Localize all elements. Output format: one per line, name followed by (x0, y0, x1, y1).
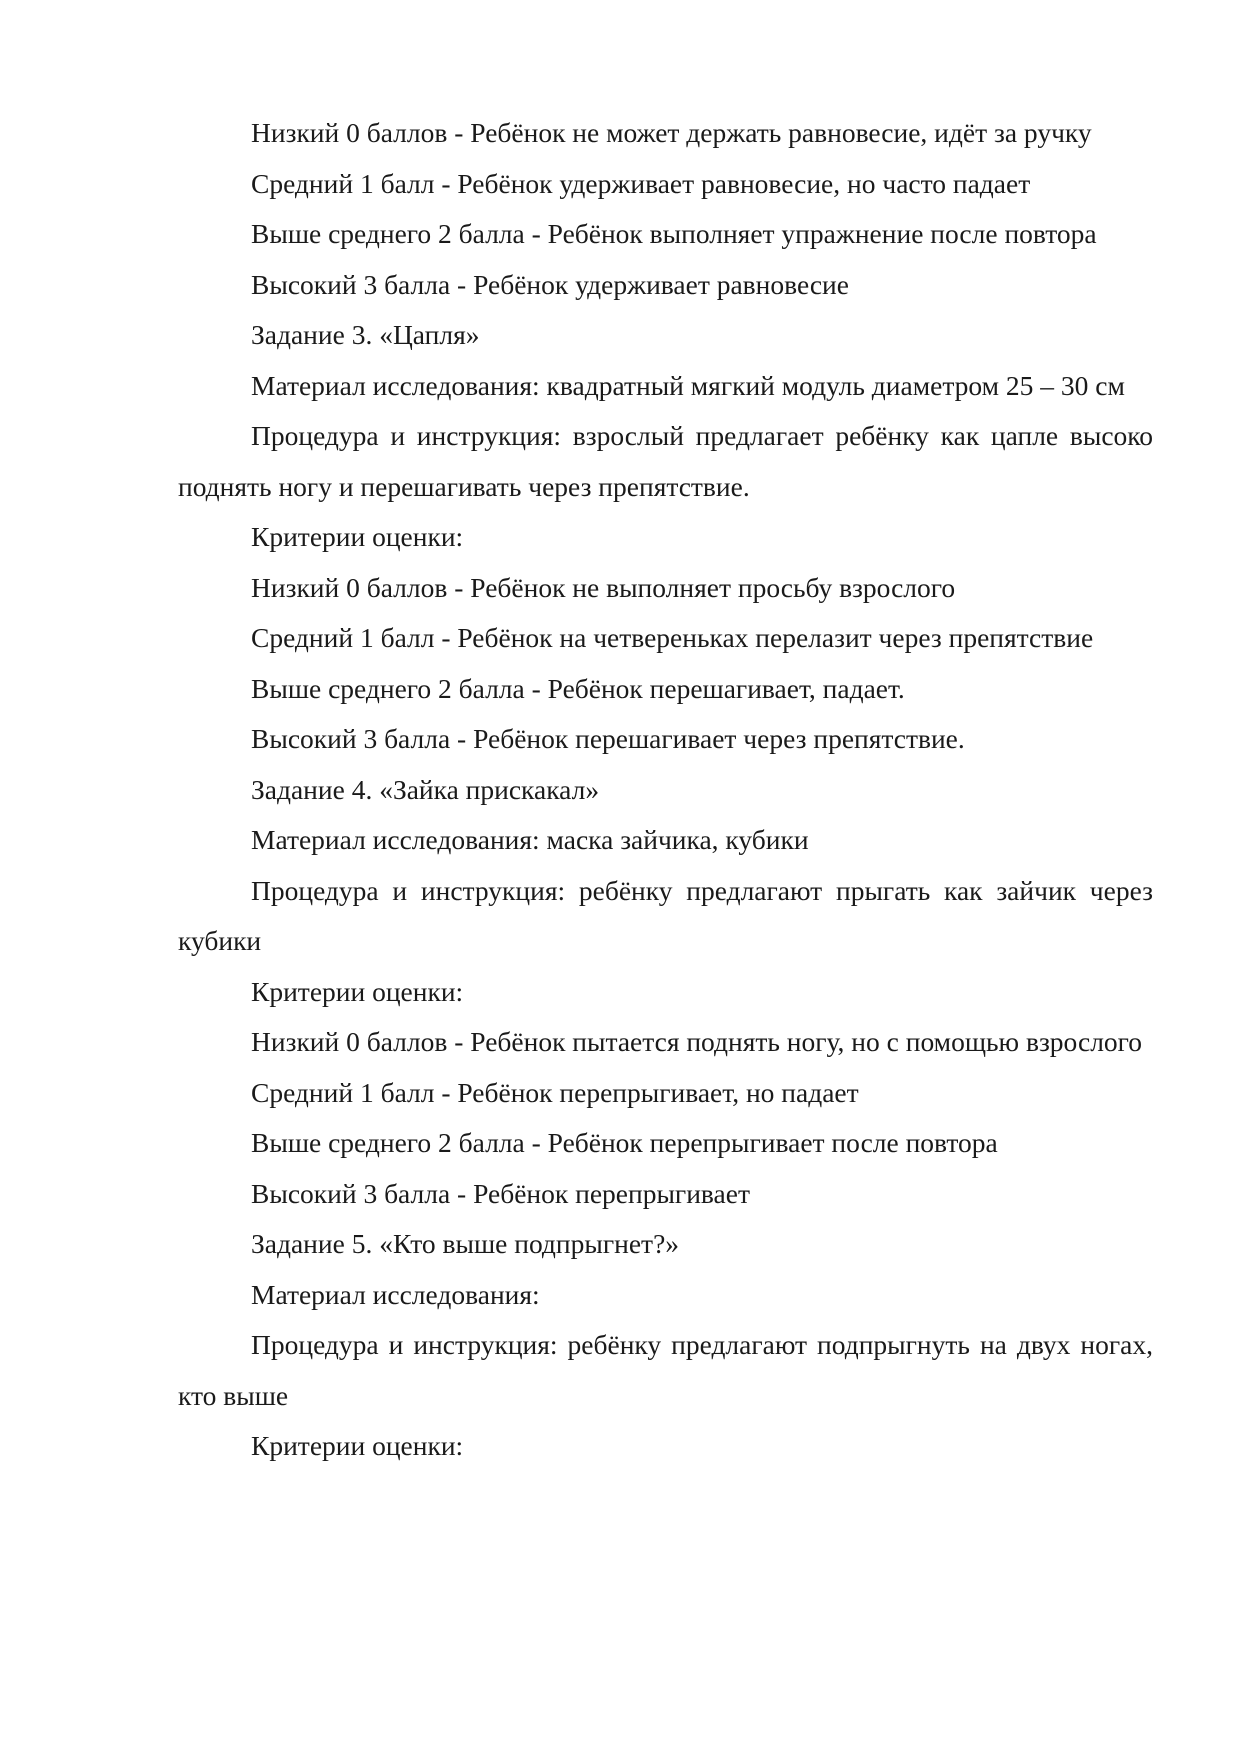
task-4-procedure: Процедура и инструкция: ребёнку предлагают прыгать как зайчик через кубики (178, 874, 1153, 956)
task-5-criteria-label: Критерии оценки: (251, 1430, 464, 1461)
task-3-criterion-above-medium: Выше среднего 2 балла - Ребёнок перешагивает, падает. (251, 672, 905, 704)
criterion-high-balance: Высокий 3 балла - Ребёнок удерживает равновесие (251, 268, 849, 300)
task-4-material: Материал исследования: маска зайчика, кубики (251, 824, 809, 855)
task-5-heading: Задание 5. «Кто выше подпрыгнет?» (251, 1228, 680, 1259)
task-3-criterion-low: Низкий 0 баллов - Ребёнок не выполняет просьбу взрослого (251, 571, 956, 603)
task-4-criterion-medium: Средний 1 балл - Ребёнок перепрыгивает, но падает (251, 1076, 859, 1108)
task-5-procedure: Процедура и инструкция: ребёнку предлагают подпрыгнуть на двух ногах, кто выше (178, 1329, 1153, 1411)
task-3-procedure: Процедура и инструкция: взрослый предлагает ребёнку как цапле высоко поднять ногу и перешагивать через препятствие. (178, 420, 1153, 502)
task-3-heading: Задание 3. «Цапля» (251, 319, 480, 350)
criterion-medium-balance: Средний 1 балл - Ребёнок удерживает равновесие, но часто падает (251, 167, 1031, 199)
task-4-criterion-above-medium: Выше среднего 2 балла - Ребёнок перепрыгивает после повтора (251, 1127, 998, 1158)
task-5-material: Материал исследования: (251, 1278, 540, 1310)
task-4-criterion-high: Высокий 3 балла - Ребёнок перепрыгивает (251, 1177, 750, 1209)
task-3-criterion-medium: Средний 1 балл - Ребёнок на четвереньках перелазит через препятствие (251, 622, 1094, 653)
criterion-low-balance: Низкий 0 баллов - Ребёнок не может держать равновесие, идёт за ручку (251, 117, 1092, 148)
task-3-criteria-label: Критерии оценки: (251, 521, 464, 552)
criterion-above-medium-balance: Выше среднего 2 балла - Ребёнок выполняет упражнение после повтора (251, 218, 1097, 249)
task-3-criterion-high: Высокий 3 балла - Ребёнок перешагивает через препятствие. (251, 723, 965, 754)
task-3-material: Материал исследования: квадратный мягкий модуль диаметром 25 – 30 см (251, 369, 1125, 401)
task-4-criteria-label: Критерии оценки: (251, 975, 464, 1007)
task-4-heading: Задание 4. «Зайка прискакал» (251, 773, 600, 805)
document-body (178, 108, 1153, 1472)
task-4-criterion-low: Низкий 0 баллов - Ребёнок пытается поднять ногу, но с помощью взрослого (251, 1026, 1143, 1057)
